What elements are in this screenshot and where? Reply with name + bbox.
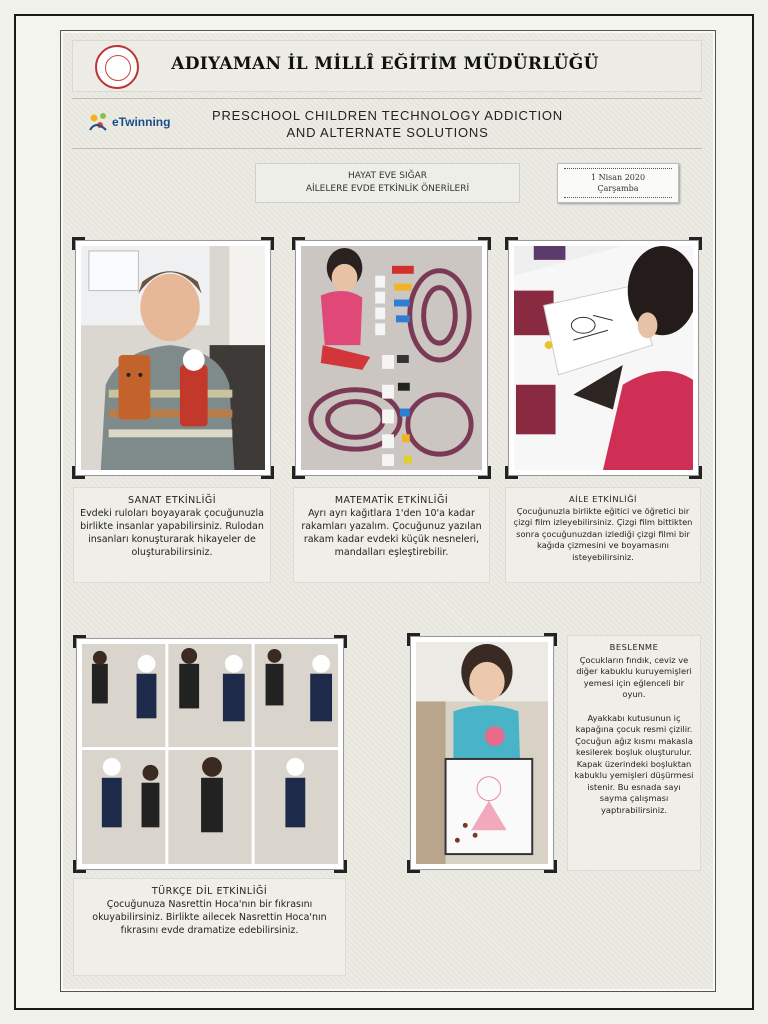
- family-activity-photo: [508, 240, 699, 476]
- notice-line-2: AİLELERE EVDE ETKİNLİK ÖNERİLERİ: [305, 184, 470, 194]
- turkish-activity-caption: [73, 878, 346, 976]
- notice-line-1: HAYAT EVE SIĞAR: [348, 171, 427, 181]
- art-activity-title: SANAT ETKİNLİĞİ: [127, 495, 217, 506]
- date-weekday: Çarşamba: [597, 184, 639, 193]
- nutrition-text-2: Ayakkabı kutusunun iç kapağına çocuk resmi çizilir. Çocuğun ağız kısmı makasla kesilerek boşluk oluşturulur. Kapak üzerindeki boşluktan kabuklu yemişleri düşürmesi istenir. Bu esnada sayı sayma çalışması yaptırabilirsiniz.: [574, 712, 694, 815]
- math-activity-title: MATEMATİK ETKİNLİĞİ: [334, 495, 449, 506]
- nutrition-title: BESLENME: [609, 642, 659, 652]
- turkish-activity-text: Çocuğunuza Nasrettin Hoca'nın bir fıkrasını okuyabilirsiniz. Birlikte ailecek Nasrettin Hoca'nın fıkrasını evde dramatize edebilirsiniz.: [92, 899, 327, 936]
- art-activity-photo: [75, 240, 271, 476]
- etwinning-logo-text: eTwinning: [112, 115, 171, 129]
- art-activity-caption: [73, 487, 271, 583]
- family-activity-caption: [505, 487, 701, 583]
- nutrition-text-1: Çocukların fındık, ceviz ve diğer kabuklu kuruyemişleri yemesi için eğlenceli bir oyun.: [576, 654, 692, 699]
- page-title: ADIYAMAN İL MİLLÎ EĞİTİM MÜDÜRLÜĞÜ: [171, 54, 599, 74]
- divider: [72, 148, 702, 149]
- family-activity-text: Çocuğunuzla birlikte eğitici ve öğretici bir çizgi film izleyebilirsiniz. Çizgi film bittikten sonra çocuğunuzdan izlediği çizgi filmi bir kağıda çizmesini ve boyamasını isteyebilirsiniz.: [513, 505, 693, 562]
- drama-collage-image: [82, 644, 338, 864]
- family-activity-title: AİLE ETKİNLİĞİ: [569, 494, 637, 504]
- turkish-activity-title: TÜRKÇE DİL ETKİNLİĞİ: [151, 886, 268, 897]
- art-activity-text: Evdeki ruloları boyayarak çocuğunuzla birlikte insanlar yapabilirsiniz. Rulodan insanları konuşturarak hikayeler de oluşturabilirsiniz.: [80, 508, 264, 558]
- turkish-activity-photo: [76, 638, 344, 870]
- math-activity-text: Ayrı ayrı kağıtlara 1'den 10'a kadar rakamları yazalım. Çocuğunuz yazılan rakam kadar evdeki küçük nesneleri, mandalları eşleştirebilir.: [301, 508, 482, 558]
- subtitle-line-1: PRESCHOOL CHILDREN TECHNOLOGY ADDICTION: [212, 108, 563, 123]
- boy-with-rolls-image: [81, 246, 265, 470]
- nutrition-caption: [567, 635, 701, 871]
- notice-box: [255, 163, 520, 203]
- girl-with-box-game-image: [416, 642, 548, 864]
- subtitle-line-2: AND ALTERNATE SOLUTIONS: [286, 125, 489, 140]
- girl-drawing-image: [514, 246, 693, 470]
- project-subtitle: [190, 107, 585, 141]
- date-day: 1 Nisan 2020: [590, 173, 646, 182]
- meb-seal-logo: [95, 45, 139, 89]
- math-activity-photo: [295, 240, 488, 476]
- nutrition-activity-photo: [410, 636, 554, 870]
- girl-counting-image: [301, 246, 482, 470]
- divider: [72, 98, 702, 99]
- date-card: [557, 163, 679, 203]
- math-activity-caption: [293, 487, 490, 583]
